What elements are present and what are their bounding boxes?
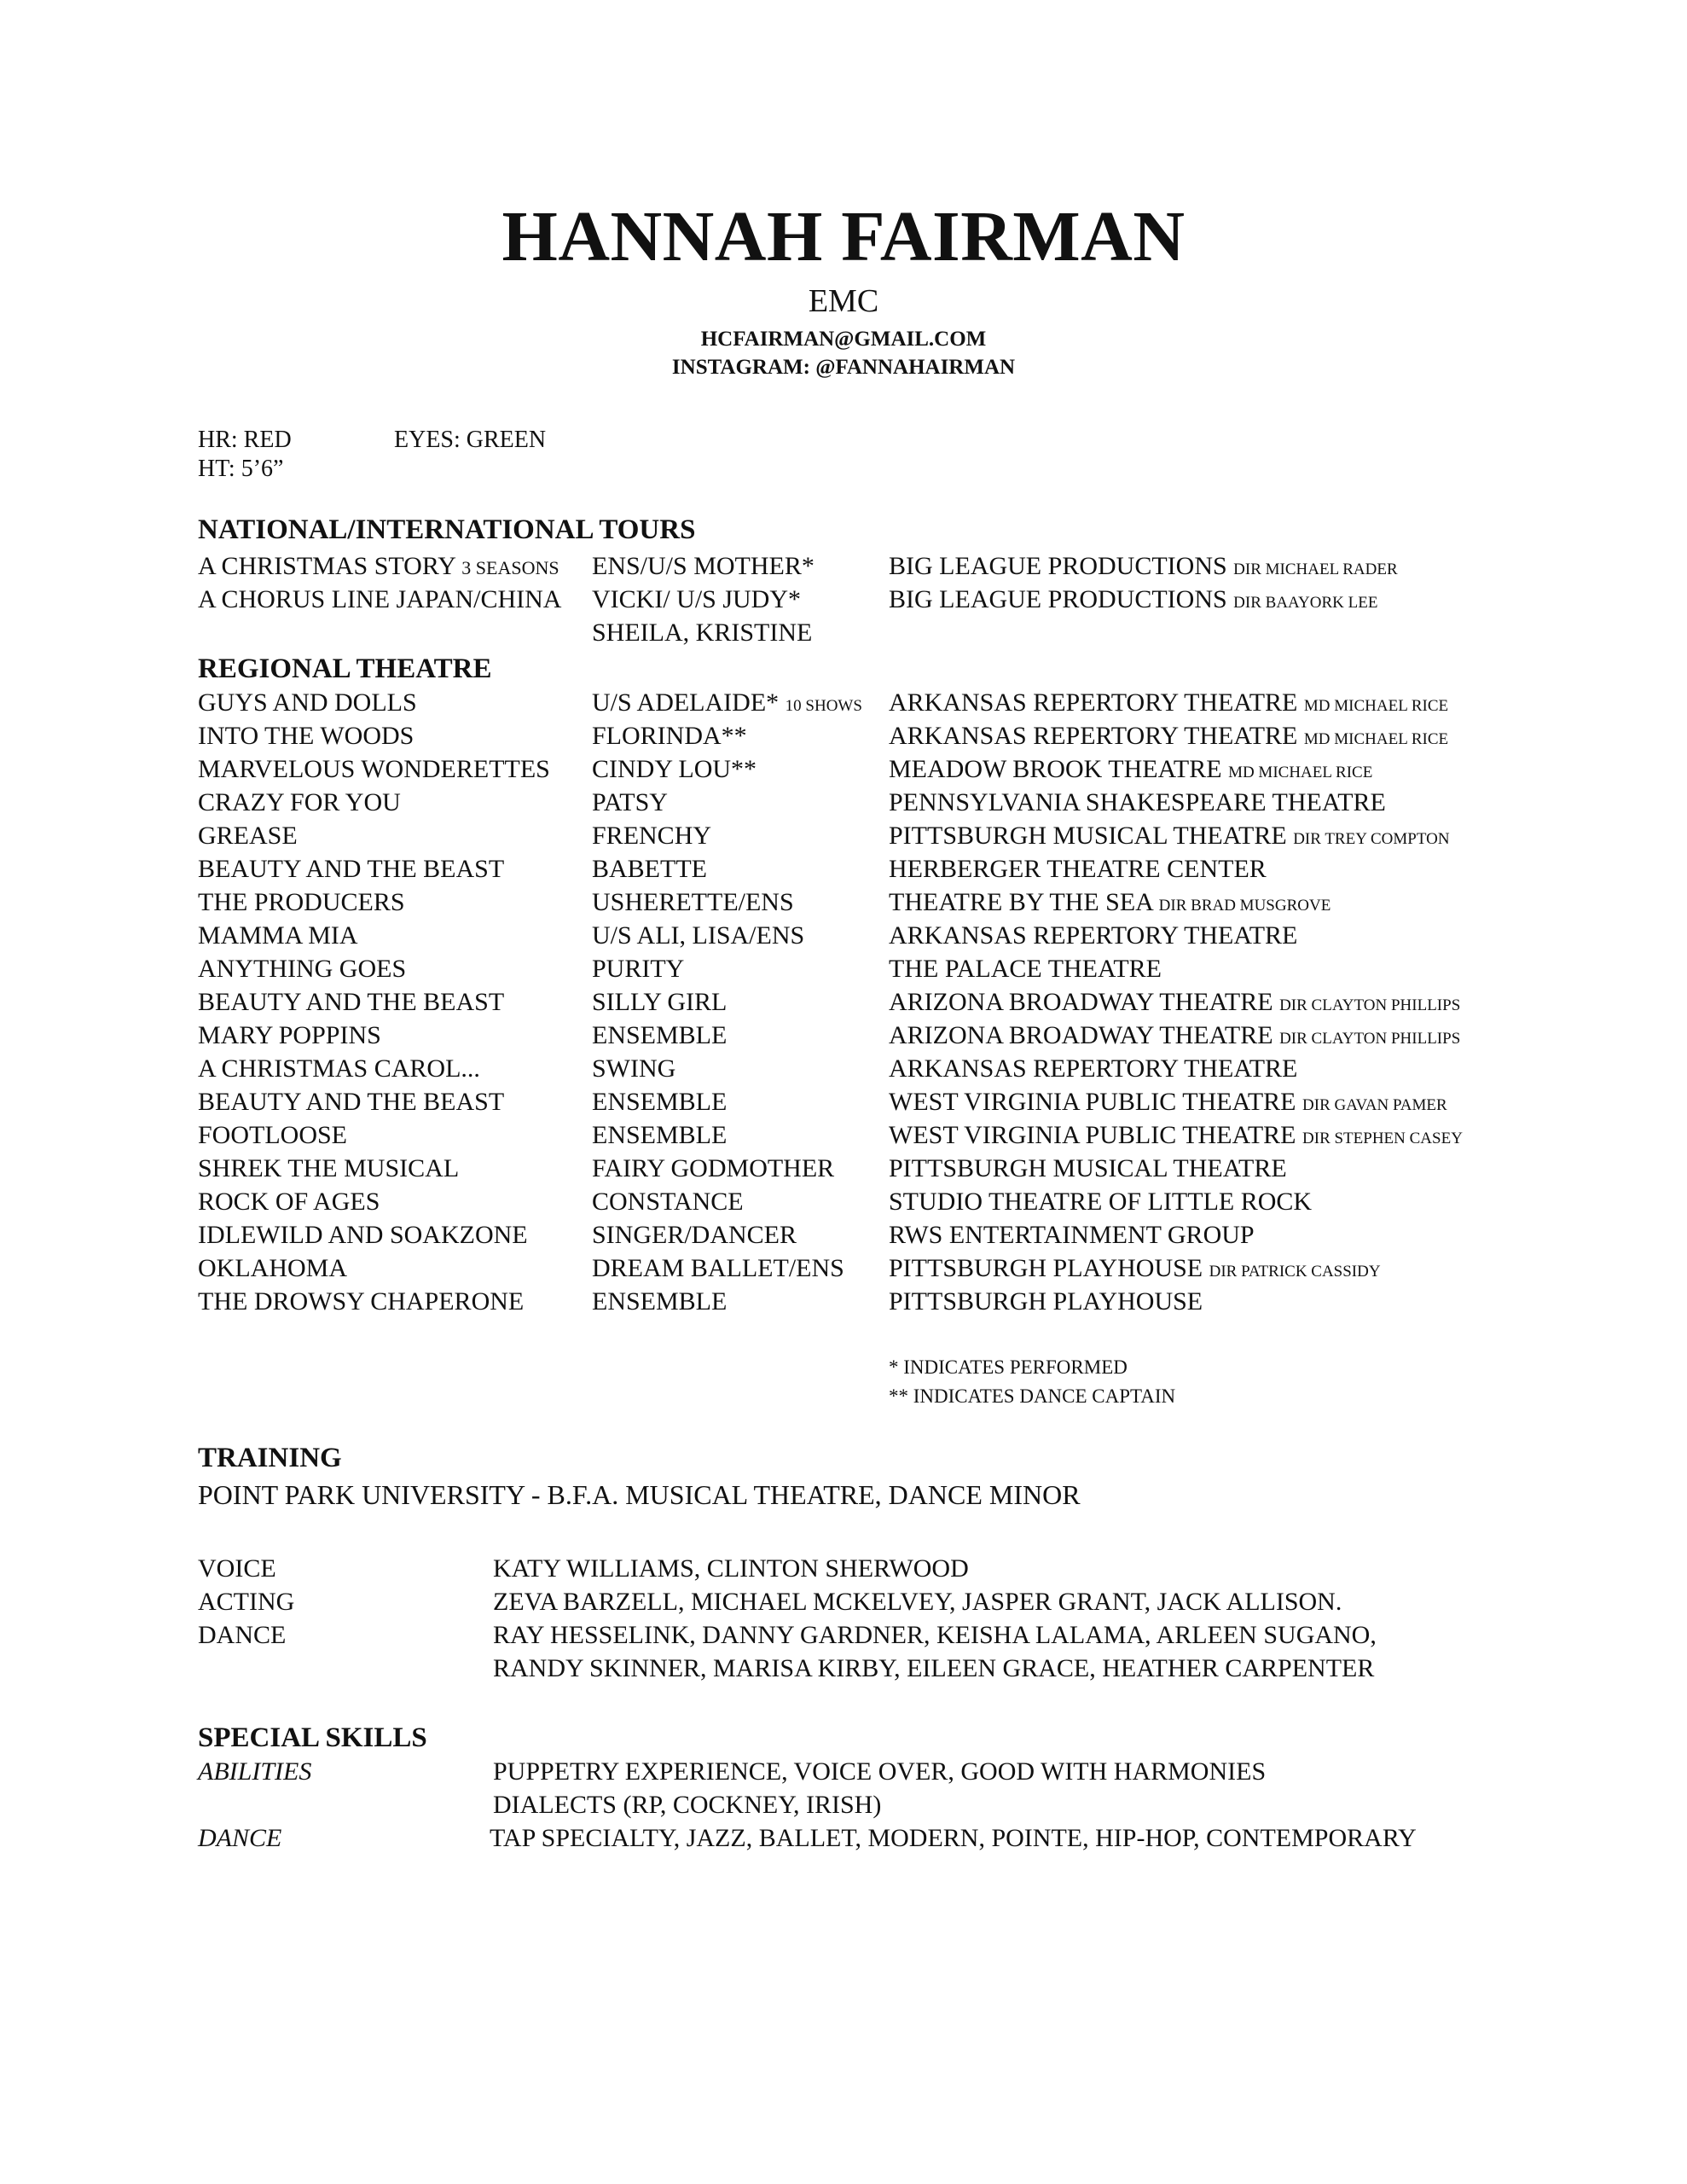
skills-dance: TAP SPECIALTY, JAZZ, BALLET, MODERN, POINTE, HIP-HOP, CONTEMPORARY bbox=[490, 1824, 1417, 1852]
regional-role-name: ENSEMBLE bbox=[592, 1287, 728, 1316]
tour-role-continuation: SHEILA, KRISTINE bbox=[592, 619, 813, 647]
regional-company bbox=[889, 953, 1162, 989]
regional-role-name: ENSEMBLE bbox=[592, 1021, 728, 1049]
regional-company bbox=[889, 720, 1448, 756]
regional-company-name: ARKANSAS REPERTORY THEATRE bbox=[889, 722, 1298, 750]
training-label-voice: VOICE bbox=[198, 1554, 276, 1583]
tour-show bbox=[198, 550, 559, 584]
regional-credit: MD MICHAEL RICE bbox=[1228, 764, 1373, 781]
regional-role-name: FAIRY GODMOTHER bbox=[592, 1154, 835, 1182]
regional-company bbox=[889, 787, 1386, 822]
regional-credit: DIR CLAYTON PHILLIPS bbox=[1279, 1030, 1461, 1048]
regional-role bbox=[592, 1186, 744, 1222]
regional-role bbox=[592, 787, 668, 822]
regional-show: GREASE bbox=[198, 822, 298, 850]
regional-company-name: ARKANSAS REPERTORY THEATRE bbox=[889, 921, 1298, 950]
regional-role-name: PURITY bbox=[592, 955, 685, 983]
regional-company bbox=[889, 687, 1448, 723]
tour-company bbox=[889, 584, 1377, 619]
regional-role bbox=[592, 820, 711, 856]
eye-color: EYES: GREEN bbox=[394, 427, 547, 453]
tour-role: ENS/U/S MOTHER* bbox=[592, 552, 815, 580]
regional-company-name: STUDIO THEATRE OF LITTLE ROCK bbox=[889, 1188, 1313, 1216]
regional-show: MARVELOUS WONDERETTES bbox=[198, 755, 550, 783]
regional-company bbox=[889, 1119, 1463, 1155]
regional-company bbox=[889, 853, 1267, 889]
legend-performed: * INDICATES PERFORMED bbox=[889, 1356, 1128, 1378]
regional-role bbox=[592, 986, 727, 1022]
regional-show: THE PRODUCERS bbox=[198, 888, 405, 916]
regional-show: THE DROWSY CHAPERONE bbox=[198, 1287, 525, 1316]
regional-credit: DIR STEPHEN CASEY bbox=[1302, 1130, 1463, 1147]
regional-role bbox=[592, 1219, 797, 1255]
regional-role bbox=[592, 1153, 834, 1188]
regional-role-name: FRENCHY bbox=[592, 822, 712, 850]
regional-role-name: PATSY bbox=[592, 788, 668, 816]
regional-company bbox=[889, 1153, 1287, 1188]
regional-role bbox=[592, 687, 862, 723]
training-teachers-dance: RAY HESSELINK, DANNY GARDNER, KEISHA LALAMA, ARLEEN SUGANO, bbox=[493, 1621, 1377, 1649]
regional-show: MARY POPPINS bbox=[198, 1021, 381, 1049]
regional-role bbox=[592, 853, 707, 889]
regional-role-name: CONSTANCE bbox=[592, 1188, 744, 1216]
regional-role bbox=[592, 720, 747, 756]
regional-role bbox=[592, 1086, 727, 1122]
regional-credit: DIR GAVAN PAMER bbox=[1302, 1096, 1447, 1114]
regional-show: MAMMA MIA bbox=[198, 921, 358, 950]
regional-credit: MD MICHAEL RICE bbox=[1303, 697, 1449, 715]
tour-credit: DIR MICHAEL RADER bbox=[1233, 561, 1398, 578]
tours-heading: NATIONAL/INTERNATIONAL TOURS bbox=[198, 514, 696, 545]
regional-company bbox=[889, 1286, 1203, 1321]
training-teachers-voice: KATY WILLIAMS, CLINTON SHERWOOD bbox=[493, 1554, 969, 1583]
regional-company bbox=[889, 986, 1460, 1022]
regional-role-name: DREAM BALLET/ENS bbox=[592, 1254, 844, 1282]
training-teachers-acting: ZEVA BARZELL, MICHAEL MCKELVEY, JASPER GRANT, JACK ALLISON. bbox=[493, 1588, 1342, 1616]
regional-company-name: ARKANSAS REPERTORY THEATRE bbox=[889, 688, 1298, 717]
tour-show-note: 3 SEASONS bbox=[461, 557, 559, 578]
regional-role-name: USHERETTE/ENS bbox=[592, 888, 794, 916]
hair-color: HR: RED bbox=[198, 427, 292, 453]
regional-role bbox=[592, 953, 684, 989]
regional-company-name: ARKANSAS REPERTORY THEATRE bbox=[889, 1054, 1298, 1083]
regional-show: FOOTLOOSE bbox=[198, 1121, 348, 1149]
regional-role-name: ENSEMBLE bbox=[592, 1121, 728, 1149]
regional-show: IDLEWILD AND SOAKZONE bbox=[198, 1221, 528, 1249]
regional-role bbox=[592, 920, 804, 956]
regional-company-name: MEADOW BROOK THEATRE bbox=[889, 755, 1222, 783]
regional-role-name: U/S ALI, LISA/ENS bbox=[592, 921, 805, 950]
regional-role-note: 10 SHOWS bbox=[785, 697, 862, 715]
regional-company-name: PITTSBURGH PLAYHOUSE bbox=[889, 1287, 1203, 1316]
regional-company bbox=[889, 753, 1372, 789]
regional-role bbox=[592, 1019, 727, 1055]
regional-company bbox=[889, 1053, 1297, 1089]
regional-role bbox=[592, 886, 794, 922]
regional-company-name: WEST VIRGINIA PUBLIC THEATRE bbox=[889, 1121, 1296, 1149]
regional-show: ROCK OF AGES bbox=[198, 1188, 380, 1216]
regional-company bbox=[889, 920, 1297, 956]
regional-company bbox=[889, 1252, 1381, 1288]
regional-show: GUYS AND DOLLS bbox=[198, 688, 417, 717]
regional-company-name: HERBERGER THEATRE CENTER bbox=[889, 855, 1267, 883]
performer-name: HANNAH FAIRMAN bbox=[501, 197, 1186, 276]
regional-company-name: THEATRE BY THE SEA bbox=[889, 888, 1153, 916]
regional-company bbox=[889, 886, 1330, 922]
regional-role bbox=[592, 1053, 675, 1089]
regional-company-name: ARIZONA BROADWAY THEATRE bbox=[889, 988, 1273, 1016]
regional-company-name: RWS ENTERTAINMENT GROUP bbox=[889, 1221, 1255, 1249]
regional-company-name: PITTSBURGH MUSICAL THEATRE bbox=[889, 1154, 1287, 1182]
regional-company-name: PITTSBURGH MUSICAL THEATRE bbox=[889, 822, 1287, 850]
union-status: EMC bbox=[808, 283, 879, 319]
height: HT: 5’6” bbox=[198, 456, 284, 482]
regional-show: BEAUTY AND THE BEAST bbox=[198, 988, 505, 1016]
regional-role-name: FLORINDA** bbox=[592, 722, 747, 750]
regional-company-name: PENNSYLVANIA SHAKESPEARE THEATRE bbox=[889, 788, 1386, 816]
regional-role-name: SILLY GIRL bbox=[592, 988, 728, 1016]
regional-company-name: PITTSBURGH PLAYHOUSE bbox=[889, 1254, 1203, 1282]
regional-company-name: ARIZONA BROADWAY THEATRE bbox=[889, 1021, 1273, 1049]
regional-company bbox=[889, 1219, 1255, 1255]
regional-role-name: CINDY LOU** bbox=[592, 755, 757, 783]
regional-company-name: WEST VIRGINIA PUBLIC THEATRE bbox=[889, 1088, 1296, 1116]
regional-credit: DIR CLAYTON PHILLIPS bbox=[1279, 996, 1461, 1014]
legend-dance-captain: ** INDICATES DANCE CAPTAIN bbox=[889, 1385, 1176, 1407]
skills-heading: SPECIAL SKILLS bbox=[198, 1722, 427, 1753]
regional-role-name: ENSEMBLE bbox=[592, 1088, 728, 1116]
training-school: POINT PARK UNIVERSITY - B.F.A. MUSICAL THEATRE, DANCE MINOR bbox=[198, 1479, 1081, 1510]
regional-role bbox=[592, 1119, 727, 1155]
regional-heading: REGIONAL THEATRE bbox=[198, 653, 492, 684]
regional-show: INTO THE WOODS bbox=[198, 722, 415, 750]
training-label-dance: DANCE bbox=[198, 1621, 287, 1649]
regional-company bbox=[889, 820, 1450, 856]
regional-credit: DIR PATRICK CASSIDY bbox=[1209, 1263, 1381, 1281]
regional-role-name: U/S ADELAIDE* bbox=[592, 688, 780, 717]
tour-company bbox=[889, 550, 1398, 586]
regional-role-name: BABETTE bbox=[592, 855, 707, 883]
regional-credit: DIR TREY COMPTON bbox=[1293, 830, 1450, 848]
regional-company bbox=[889, 1086, 1447, 1122]
instagram-handle: INSTAGRAM: @FANNAHAIRMAN bbox=[671, 356, 1016, 379]
regional-show: SHREK THE MUSICAL bbox=[198, 1154, 460, 1182]
tour-credit: DIR BAAYORK LEE bbox=[1233, 594, 1378, 612]
regional-company bbox=[889, 1019, 1460, 1055]
tour-company-name: BIG LEAGUE PRODUCTIONS bbox=[889, 552, 1227, 580]
tour-company-name: BIG LEAGUE PRODUCTIONS bbox=[889, 585, 1227, 613]
skills-label-dance: DANCE bbox=[198, 1824, 282, 1852]
regional-role bbox=[592, 1252, 844, 1288]
skills-abilities: PUPPETRY EXPERIENCE, VOICE OVER, GOOD WITH HARMONIES bbox=[493, 1757, 1267, 1786]
regional-show: BEAUTY AND THE BEAST bbox=[198, 1088, 505, 1116]
regional-company bbox=[889, 1186, 1312, 1222]
regional-credit: MD MICHAEL RICE bbox=[1303, 730, 1449, 748]
regional-show: CRAZY FOR YOU bbox=[198, 788, 401, 816]
tour-role: VICKI/ U/S JUDY* bbox=[592, 585, 802, 613]
regional-show: BEAUTY AND THE BEAST bbox=[198, 855, 505, 883]
training-teachers-dance-continued: RANDY SKINNER, MARISA KIRBY, EILEEN GRACE, HEATHER CARPENTER bbox=[493, 1654, 1375, 1682]
regional-role-name: SINGER/DANCER bbox=[592, 1221, 797, 1249]
tour-show: A CHORUS LINE JAPAN/CHINA bbox=[198, 585, 562, 613]
regional-show: A CHRISTMAS CAROL... bbox=[198, 1054, 480, 1083]
skills-label-abilities: ABILITIES bbox=[198, 1757, 312, 1786]
regional-role bbox=[592, 1286, 727, 1321]
regional-role-name: SWING bbox=[592, 1054, 676, 1083]
skills-dialects: DIALECTS (RP, COCKNEY, IRISH) bbox=[493, 1791, 882, 1819]
regional-role bbox=[592, 753, 757, 789]
regional-credit: DIR BRAD MUSGROVE bbox=[1158, 897, 1331, 915]
email-address: HCFAIRMAN@GMAIL.COM bbox=[700, 328, 987, 351]
regional-show: OKLAHOMA bbox=[198, 1254, 347, 1282]
training-heading: TRAINING bbox=[198, 1443, 342, 1473]
regional-show: ANYTHING GOES bbox=[198, 955, 407, 983]
training-label-acting: ACTING bbox=[198, 1588, 295, 1616]
regional-company-name: THE PALACE THEATRE bbox=[889, 955, 1162, 983]
tour-show-title: A CHRISTMAS STORY bbox=[198, 552, 455, 580]
